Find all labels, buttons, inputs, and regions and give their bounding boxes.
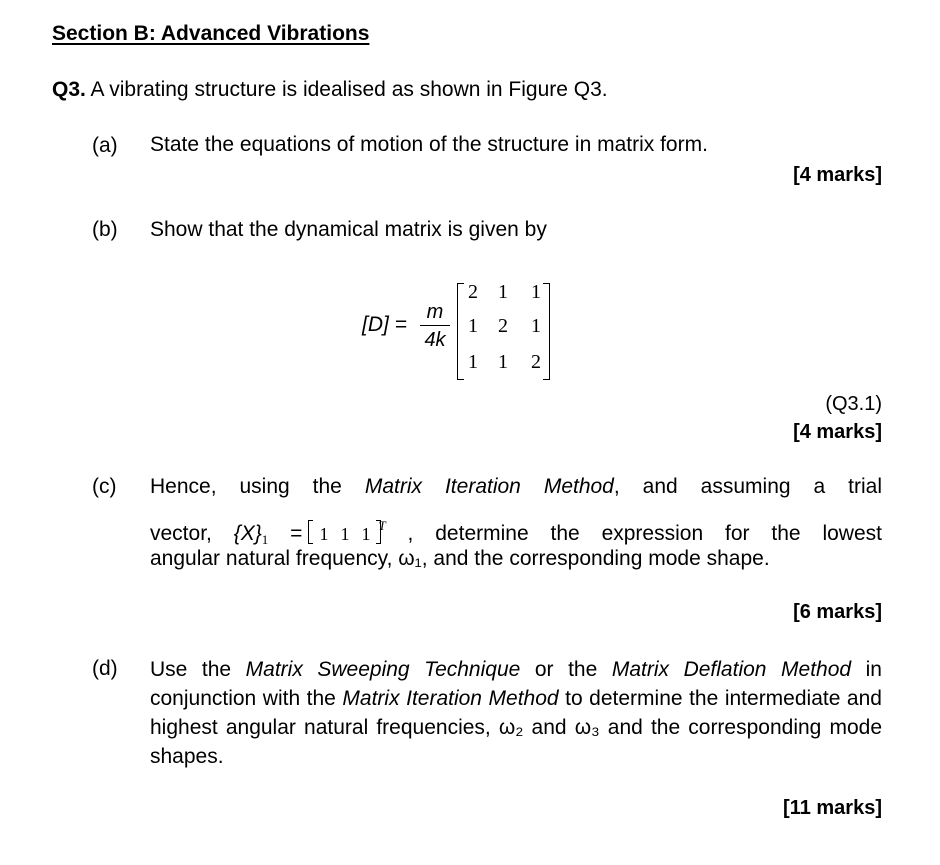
equation-reference: (Q3.1) xyxy=(825,393,882,415)
part-c-line-1: Hence, using the Matrix Iteration Method, and assuming a trial xyxy=(150,475,883,498)
matrix-fraction xyxy=(420,300,450,352)
part-a-text: State the equations of motion of the structure in matrix form. xyxy=(150,133,708,156)
method-name: Matrix Sweeping Technique xyxy=(245,658,521,681)
section-title: Section B: Advanced Vibrations xyxy=(52,22,370,45)
fraction-bar xyxy=(420,325,450,326)
matrix-cell: 1 xyxy=(531,315,541,337)
trial-vector: $\{X\}_1 = 1$ 1 1 $^T$ xyxy=(233,518,386,547)
matrix-lhs-text: [D] = xyxy=(362,313,407,336)
matrix-cell: 1 xyxy=(531,281,541,303)
part-d-marks: [11 marks] xyxy=(783,797,882,819)
method-name: Matrix Iteration Method xyxy=(364,475,614,498)
part-c-line-3: angular natural frequency, ω₁, and the corresponding mode shape. xyxy=(150,547,770,570)
part-c-label: (c) xyxy=(92,475,117,498)
matrix-cell: 1 xyxy=(468,351,478,373)
part-b-label: (b) xyxy=(92,218,118,241)
fraction-denominator: 4k xyxy=(424,329,446,351)
part-c-marks: [6 marks] xyxy=(793,601,882,623)
part-d-text: Use the Matrix Sweeping Technique or the Matrix Deflation Method in conjunction with the Matrix Iteration Method to determine the intermediate and highest angular natural frequencies, ω₂ and ω₃ and the corresponding mode shapes. xyxy=(150,658,882,768)
part-b-text: Show that the dynamical matrix is given by xyxy=(150,218,547,241)
method-name: Matrix Iteration Method xyxy=(342,687,559,710)
matrix-cell: 2 xyxy=(498,315,508,337)
matrix-cell: 2 xyxy=(468,281,478,303)
part-d-label: (d) xyxy=(92,657,118,680)
matrix-left-bracket xyxy=(457,283,464,380)
question-intro-text: A vibrating structure is idealised as shown in Figure Q3. xyxy=(90,78,608,101)
matrix-cell: 2 xyxy=(531,351,541,373)
part-a-label: (a) xyxy=(92,134,118,157)
method-name: Matrix Deflation Method xyxy=(611,658,852,681)
part-a-marks: [4 marks] xyxy=(793,164,882,186)
matrix-cell: 1 xyxy=(468,315,478,337)
matrix-cell: 1 xyxy=(498,351,508,373)
matrix-cell: 1 xyxy=(498,281,508,303)
question-intro xyxy=(52,78,608,102)
part-c-line-2: vector, $\{X\}_1 = 1$ 1 1 $^T$ , determine the expression for the lowest xyxy=(150,518,882,547)
question-number: Q3. xyxy=(52,78,86,101)
fraction-numerator: m xyxy=(426,301,444,323)
matrix-lhs xyxy=(362,313,407,337)
part-b-marks: [4 marks] xyxy=(793,421,882,443)
